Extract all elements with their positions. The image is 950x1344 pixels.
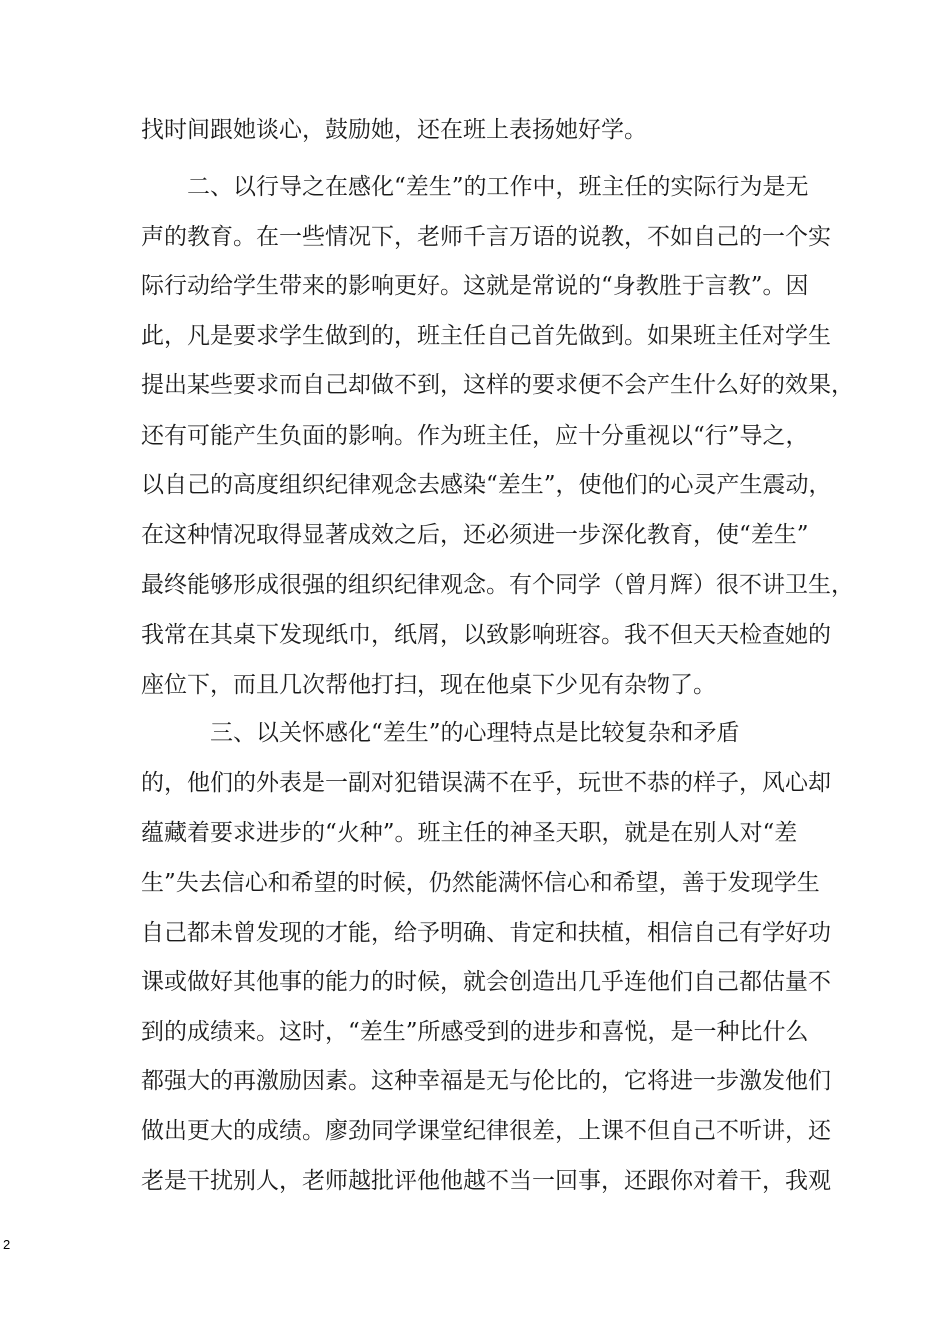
text-line: 最终能够形成很强的组织纪律观念。有个同学（曾月辉）很不讲卫生，: [141, 572, 854, 598]
text-line: 二、以行导之在感化“差生”的工作中，班主任的实际行为是无: [141, 174, 809, 200]
text-line: 我常在其桌下发现纸巾，纸屑，以致影响班容。我不但天天检查她的: [141, 622, 831, 648]
text-line: 课或做好其他事的能力的时候，就会创造出几乎连他们自己都估量不: [141, 969, 831, 995]
page-number: 2: [3, 1237, 11, 1252]
text-line: 老是干扰别人，老师越批评他他越不当一回事，还跟你对着干，我观: [141, 1168, 831, 1194]
text-line: 在这种情况取得显著成效之后，还必须进一步深化教育，使“差生”: [141, 522, 809, 548]
text-line: 声的教育。在一些情况下，老师千言万语的说教，不如自己的一个实: [141, 224, 831, 250]
text-line: 都强大的再激励因素。这种幸福是无与伦比的，它将进一步激发他们: [141, 1068, 831, 1094]
text-line: 做出更大的成绩。廖劲同学课堂纪律很差，上课不但自己不听讲，还: [141, 1118, 831, 1144]
text-line: 找时间跟她谈心，鼓励她，还在班上表扬她好学。: [141, 117, 647, 143]
text-line: 的，他们的外表是一副对犯错误满不在乎，玩世不恭的样子，风心却: [141, 770, 831, 796]
text-line: 以自己的高度组织纪律观念去感染“差生”，使他们的心灵产生震动，: [141, 472, 832, 498]
text-line: 蕴藏着要求进步的“火种”。班主任的神圣天职，就是在别人对“差: [141, 820, 798, 846]
text-line: 座位下，而且几次帮他打扫，现在他桌下少见有杂物了。: [141, 672, 716, 698]
text-line: 生”失去信心和希望的时候，仍然能满怀信心和希望，善于发现学生: [141, 870, 820, 896]
text-line: 到的成绩来。这时，“差生”所感受到的进步和喜悦，是一种比什么: [141, 1019, 809, 1045]
text-line: 提出某些要求而自己却做不到，这样的要求便不会产生什么好的效果，: [141, 372, 854, 398]
text-line: 还有可能产生负面的影响。作为班主任，应十分重视以“行”导之，: [141, 423, 809, 449]
text-line: 自己都未曾发现的才能，给予明确、肯定和扶植，相信自己有学好功: [141, 920, 831, 946]
text-line: 此，凡是要求学生做到的，班主任自己首先做到。如果班主任对学生: [141, 323, 831, 349]
text-line: 三、以关怀感化“差生”的心理特点是比较复杂和矛盾: [141, 720, 740, 746]
text-line: 际行动给学生带来的影响更好。这就是常说的“身教胜于言教”。因: [141, 273, 809, 299]
